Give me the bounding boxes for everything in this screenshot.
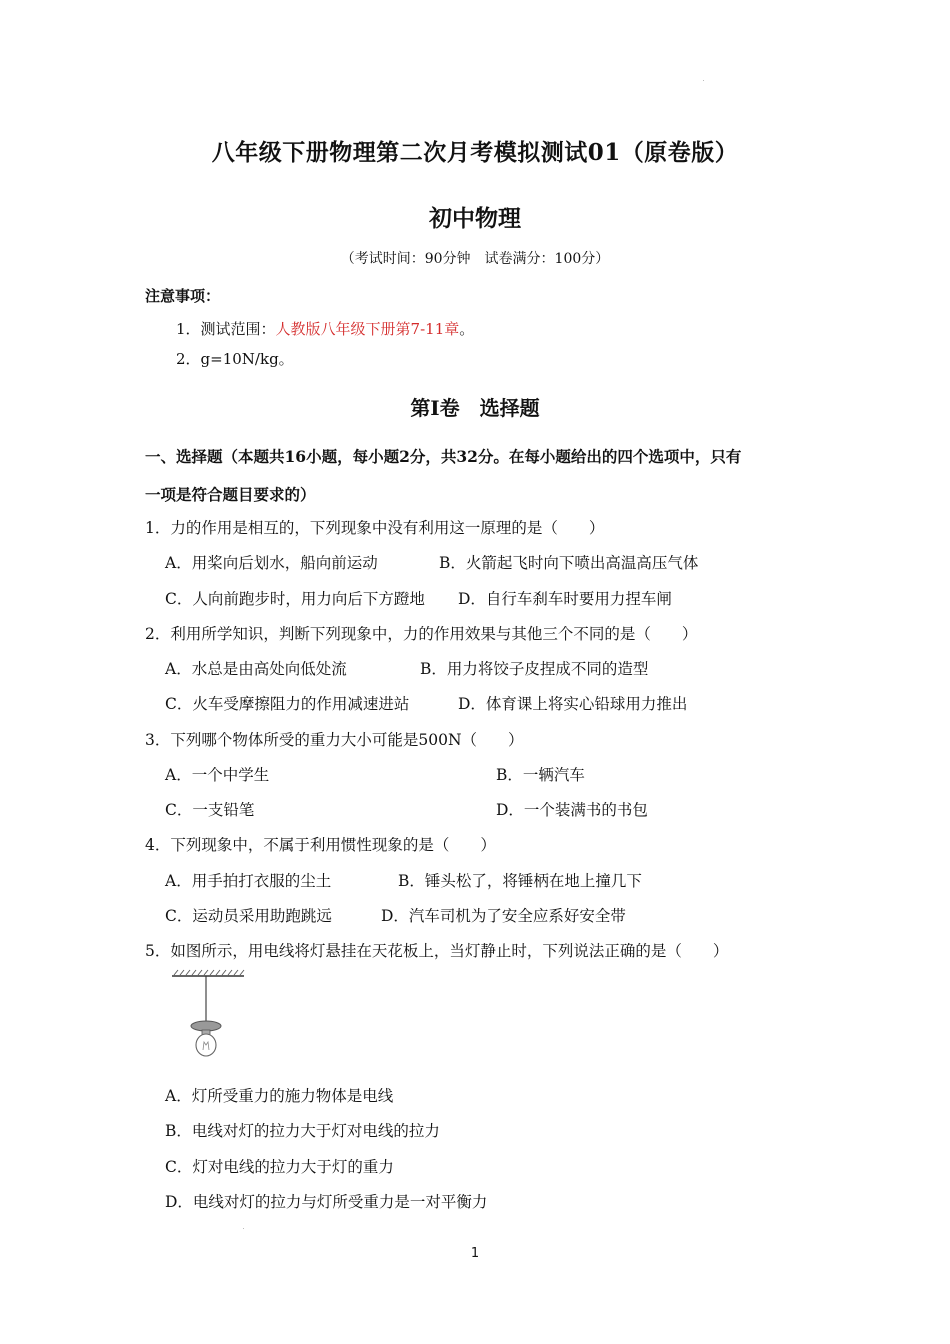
question-3-option-d: D．一个装满书的书包 <box>496 801 648 819</box>
part-instructions-line-1: 一、选择题（本题共16小题，每小题2分，共32分。在每小题给出的四个选项中，只有 <box>145 447 742 466</box>
question-1-option-b: B．火箭起飞时向下喷出高温高压气体 <box>439 554 699 572</box>
hanging-lamp-figure <box>168 966 248 1062</box>
note-1-range: 人教版八年级下册第7-11章 <box>275 320 460 338</box>
question-3-stem: 3．下列哪个物体所受的重力大小可能是500N（ ） <box>145 731 524 749</box>
ceiling-hatching <box>172 970 244 976</box>
section-title: 第Ⅰ卷 选择题 <box>410 396 540 420</box>
question-1-option-c: C．人向前跑步时，用力向后下方蹬地 <box>165 590 425 608</box>
question-2-option-d: D．体育课上将实心铅球用力推出 <box>458 695 688 713</box>
question-5-option-d: D．电线对灯的拉力与灯所受重力是一对平衡力 <box>165 1193 488 1211</box>
question-4-option-b: B．锤头松了，将锤柄在地上撞几下 <box>398 872 642 890</box>
part-instructions-line-2: 一项是符合题目要求的） <box>145 485 316 504</box>
question-3-option-c: C．一支铅笔 <box>165 801 255 819</box>
subject-title: 初中物理 <box>429 205 521 232</box>
question-4-option-c: C．运动员采用助跑跳远 <box>165 907 332 925</box>
question-1-option-a: A．用桨向后划水，船向前运动 <box>165 554 378 572</box>
notes-heading: 注意事项： <box>145 287 221 305</box>
question-1-stem: 1．力的作用是相互的，下列现象中没有利用这一原理的是（ ） <box>145 519 605 537</box>
note-item-2: 2．g=10N/kg。 <box>176 350 294 368</box>
question-2-option-b: B．用力将饺子皮捏成不同的造型 <box>420 660 649 678</box>
question-5-option-a: A．灯所受重力的施力物体是电线 <box>165 1087 394 1105</box>
question-2-option-a: A．水总是由高处向低处流 <box>165 660 347 678</box>
exam-info: （考试时间：90分钟 试卷满分：100分） <box>340 251 610 267</box>
question-4-option-d: D．汽车司机为了安全应系好安全带 <box>381 907 626 925</box>
note-1-prefix: 1．测试范围： <box>176 320 276 338</box>
question-3-option-a: A．一个中学生 <box>165 766 270 784</box>
question-5-option-c: C．灯对电线的拉力大于灯的重力 <box>165 1158 394 1176</box>
lamp-shade <box>191 1021 221 1031</box>
question-4-option-a: A．用手拍打衣服的尘土 <box>165 872 332 890</box>
note-item-1 <box>176 318 474 339</box>
question-3-option-b: B．一辆汽车 <box>496 766 585 784</box>
question-1-option-d: D．自行车刹车时要用力捏车闸 <box>458 590 672 608</box>
footer-mark <box>243 1228 244 1229</box>
note-1-suffix: 。 <box>459 320 475 338</box>
corner-mark <box>703 80 704 81</box>
question-2-option-c: C．火车受摩擦阻力的作用减速进站 <box>165 695 410 713</box>
page-number: 1 <box>470 1246 480 1261</box>
question-5-stem: 5．如图所示，用电线将灯悬挂在天花板上，当灯静止时，下列说法正确的是（ ） <box>145 942 729 960</box>
question-4-stem: 4．下列现象中，不属于利用惯性现象的是（ ） <box>145 836 496 854</box>
page-title: 八年级下册物理第二次月考模拟测试01（原卷版） <box>211 139 739 166</box>
question-5-option-b: B．电线对灯的拉力大于灯对电线的拉力 <box>165 1122 440 1140</box>
question-2-stem: 2．利用所学知识，判断下列现象中，力的作用效果与其他三个不同的是（ ） <box>145 625 698 643</box>
